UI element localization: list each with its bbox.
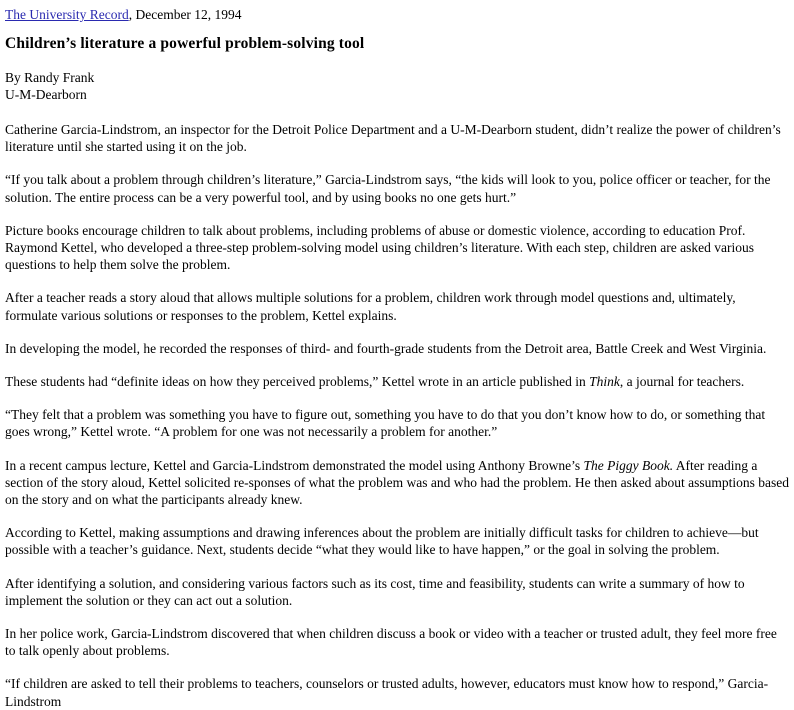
body-paragraph: Picture books encourage children to talk about problems, including problems of abuse or domestic violence, according to education Prof. Raymond Kettel, who developed a three-step problem-solving model using children’s literature. With each step, children are asked various questions to help them solve the problem.: [5, 222, 754, 273]
paragraph-text: After reading a section of the story aloud, Kettel solicited re-sponses of what the problem was and who had the problem. He then asked about assumptions based on the story and on what the participants already knew.: [5, 457, 789, 508]
paragraph-text: In a recent campus lecture, Kettel and Garcia-Lindstrom demonstrated the model using Anthony Browne’s: [5, 457, 584, 473]
journal-title: Think: [589, 374, 620, 390]
body-paragraph: [5, 373, 790, 390]
masthead: [5, 6, 790, 23]
byline-author: By Randy Frank: [5, 70, 95, 85]
body-paragraph: “They felt that a problem was something you have to figure out, something you have to do that you don’t know how to do, or something that goes wrong,” Kettel wrote. “A problem for one was not necessarily a problem for another.”: [5, 407, 766, 440]
body-paragraph: In her police work, Garcia-Lindstrom discovered that when children discuss a book or video with a teacher or trusted adult, they feel more free to talk openly about problems.: [5, 626, 777, 659]
body-paragraph: “If you talk about a problem through children’s literature,” Garcia-Lindstrom says, “the kids will look to you, police officer or teacher, for the solution. The entire process can be a very powerful tool, and by using books no one gets hurt.”: [5, 172, 771, 205]
body-paragraph: Catherine Garcia-Lindstrom, an inspector for the Detroit Police Department and a U-M-Dearborn student, didn’t realize the power of children’s literature until she started using it on the job.: [5, 122, 781, 155]
paragraph-text: , a journal for teachers.: [619, 374, 745, 390]
book-title: The Piggy Book.: [583, 457, 674, 473]
byline: [5, 69, 790, 103]
body-paragraph: “If children are asked to tell their problems to teachers, counselors or trusted adults, however, educators must know how to respond,” Garcia-Lindstrom: [5, 676, 769, 709]
body-paragraph: In developing the model, he recorded the responses of third- and fourth-grade students from the Detroit area, Battle Creek and West Virginia.: [5, 340, 767, 356]
publication-date: , December 12, 1994: [128, 7, 242, 22]
paragraph-text: These students had “definite ideas on how they perceived problems,” Kettel wrote in an article published in: [5, 374, 590, 390]
body-paragraph: After a teacher reads a story aloud that allows multiple solutions for a problem, children work through model questions and, ultimately, formulate various solutions or responses to the problem, Kettel explains.: [5, 290, 736, 323]
body-paragraph: After identifying a solution, and considering various factors such as its cost, time and feasibility, students can write a summary of how to implement the solution or they can act out a solution.: [5, 575, 745, 608]
body-paragraph: [5, 457, 790, 509]
page-title: Children’s literature a powerful problem-solving tool: [5, 35, 365, 52]
byline-affiliation: U-M-Dearborn: [5, 87, 87, 102]
body-paragraph: According to Kettel, making assumptions and drawing inferences about the problem are initially difficult tasks for children to achieve—but possible with a teacher’s guidance. Next, students decide “what they would like to have happen,” or the goal in solving the problem.: [5, 525, 759, 558]
publication-link[interactable]: The University Record: [5, 7, 129, 22]
